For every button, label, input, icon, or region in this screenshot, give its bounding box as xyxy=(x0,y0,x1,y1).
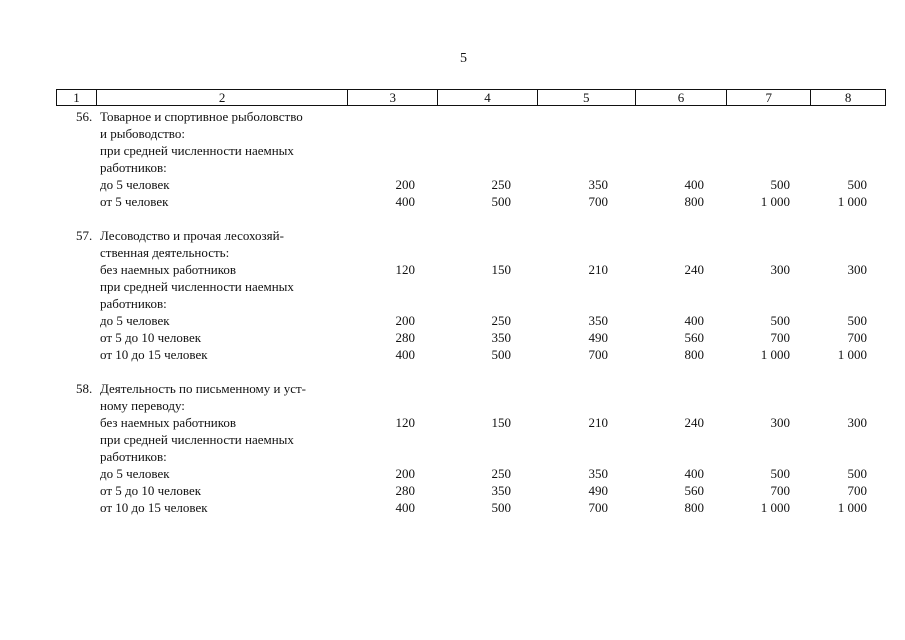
table-row xyxy=(0,380,905,397)
cell-value: 560 xyxy=(684,483,704,498)
page-number: 5 xyxy=(460,51,467,66)
row-label: от 10 до 15 человек xyxy=(100,500,208,515)
row-label: при средней численности наемных xyxy=(100,143,294,158)
cell-value: 350 xyxy=(491,483,511,498)
cell-value: 150 xyxy=(491,262,511,277)
cell-value: 700 xyxy=(847,330,867,345)
table-row xyxy=(0,261,905,278)
row-label: ному переводу: xyxy=(100,398,185,413)
table-row xyxy=(0,227,905,244)
row-label: Лесоводство и прочая лесохозяй- xyxy=(100,228,284,243)
table-row xyxy=(0,431,905,448)
cell-value: 500 xyxy=(491,500,511,515)
table-body xyxy=(0,108,905,533)
cell-value: 500 xyxy=(847,177,867,192)
cell-value: 700 xyxy=(770,330,790,345)
table-row xyxy=(0,346,905,363)
row-label: работников: xyxy=(100,449,167,464)
cell-value: 250 xyxy=(491,466,511,481)
row-label: от 10 до 15 человек xyxy=(100,347,208,362)
cell-value: 500 xyxy=(847,313,867,328)
row-label: Деятельность по письменному и уст- xyxy=(100,381,307,396)
header-col-1: 1 xyxy=(57,90,97,105)
table-section xyxy=(0,380,905,516)
row-label: работников: xyxy=(100,296,167,311)
cell-value: 500 xyxy=(491,194,511,209)
row-label: от 5 до 10 человек xyxy=(100,330,202,345)
cell-value: 250 xyxy=(491,177,511,192)
header-col-2: 2 xyxy=(97,90,348,105)
cell-value: 200 xyxy=(395,177,415,192)
cell-value: 700 xyxy=(588,500,608,515)
table-row xyxy=(0,499,905,516)
header-col-4: 4 xyxy=(438,90,538,105)
cell-value: 700 xyxy=(588,347,608,362)
table-row xyxy=(0,295,905,312)
cell-value: 240 xyxy=(684,262,704,277)
row-label: ственная деятельность: xyxy=(100,245,230,260)
cell-value: 250 xyxy=(491,313,511,328)
table-row xyxy=(0,244,905,261)
row-label: без наемных работников xyxy=(100,415,237,430)
row-label: работников: xyxy=(100,160,167,175)
cell-value: 400 xyxy=(395,194,415,209)
cell-value: 150 xyxy=(491,415,511,430)
table-header xyxy=(56,89,886,106)
section-number: 58. xyxy=(76,381,93,396)
cell-value: 700 xyxy=(770,483,790,498)
table-row xyxy=(0,482,905,499)
cell-value: 200 xyxy=(395,466,415,481)
header-col-3: 3 xyxy=(348,90,438,105)
section-number: 56. xyxy=(76,109,93,124)
row-label: от 5 человек xyxy=(100,194,169,209)
cell-value: 700 xyxy=(847,483,867,498)
cell-value: 490 xyxy=(588,330,608,345)
row-label: при средней численности наемных xyxy=(100,279,294,294)
cell-value: 120 xyxy=(395,262,415,277)
table-row xyxy=(0,159,905,176)
table-row xyxy=(0,125,905,142)
header-col-8: 8 xyxy=(844,90,852,105)
row-label: от 5 до 10 человек xyxy=(100,483,202,498)
cell-value: 700 xyxy=(588,194,608,209)
cell-value: 1 000 xyxy=(837,500,867,515)
cell-value: 500 xyxy=(770,313,790,328)
table-row xyxy=(0,278,905,295)
cell-value: 350 xyxy=(491,330,511,345)
cell-value: 280 xyxy=(395,483,415,498)
cell-value: 800 xyxy=(684,194,704,209)
cell-value: 500 xyxy=(491,347,511,362)
cell-value: 500 xyxy=(770,466,790,481)
table-row xyxy=(0,414,905,431)
cell-value: 300 xyxy=(770,415,790,430)
section-number: 57. xyxy=(76,228,93,243)
cell-value: 120 xyxy=(395,415,415,430)
row-label: без наемных работников xyxy=(100,262,237,277)
cell-value: 1 000 xyxy=(760,194,790,209)
table-row xyxy=(0,397,905,414)
cell-value: 200 xyxy=(395,313,415,328)
table-section xyxy=(0,108,905,210)
cell-value: 400 xyxy=(395,347,415,362)
cell-value: 500 xyxy=(847,466,867,481)
table-row xyxy=(0,329,905,346)
cell-value: 1 000 xyxy=(837,347,867,362)
cell-value: 300 xyxy=(770,262,790,277)
cell-value: 210 xyxy=(588,415,608,430)
table-row xyxy=(0,176,905,193)
cell-value: 1 000 xyxy=(837,194,867,209)
cell-value: 400 xyxy=(684,313,704,328)
cell-value: 1 000 xyxy=(760,347,790,362)
cell-value: 210 xyxy=(588,262,608,277)
cell-value: 800 xyxy=(684,347,704,362)
header-col-7: 7 xyxy=(727,90,811,105)
cell-value: 300 xyxy=(847,415,867,430)
cell-value: 350 xyxy=(588,177,608,192)
cell-value: 500 xyxy=(770,177,790,192)
cell-value: 240 xyxy=(684,415,704,430)
cell-value: 400 xyxy=(395,500,415,515)
header-col-6: 6 xyxy=(636,90,728,105)
table-row xyxy=(0,108,905,125)
row-label: до 5 человек xyxy=(100,177,170,192)
table-row xyxy=(0,142,905,159)
cell-value: 300 xyxy=(847,262,867,277)
cell-value: 400 xyxy=(684,466,704,481)
row-label: Товарное и спортивное рыболовство xyxy=(100,109,303,124)
table-row xyxy=(0,465,905,482)
header-col-5: 5 xyxy=(538,90,636,105)
cell-value: 560 xyxy=(684,330,704,345)
row-label: и рыбоводство: xyxy=(100,126,185,141)
cell-value: 280 xyxy=(395,330,415,345)
row-label: до 5 человек xyxy=(100,466,170,481)
table-row xyxy=(0,193,905,210)
cell-value: 400 xyxy=(684,177,704,192)
cell-value: 350 xyxy=(588,313,608,328)
table-row xyxy=(0,448,905,465)
row-label: при средней численности наемных xyxy=(100,432,294,447)
cell-value: 1 000 xyxy=(760,500,790,515)
cell-value: 800 xyxy=(684,500,704,515)
table-row xyxy=(0,312,905,329)
row-label: до 5 человек xyxy=(100,313,170,328)
cell-value: 490 xyxy=(588,483,608,498)
table-section xyxy=(0,227,905,363)
cell-value: 350 xyxy=(588,466,608,481)
